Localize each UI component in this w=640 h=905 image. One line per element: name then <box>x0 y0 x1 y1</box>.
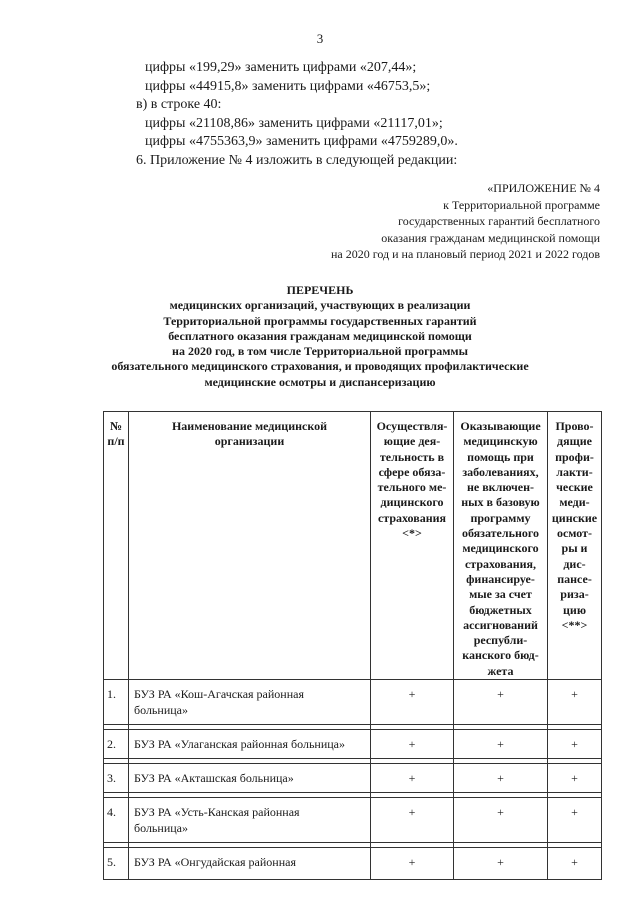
appendix-line: на 2020 год и на плановый период 2021 и 2022 годов <box>330 247 600 261</box>
table-header-row <box>104 412 602 680</box>
preventive-mark: + <box>548 730 602 759</box>
organization-name: БУЗ РА «Улаганская районная больница» <box>129 730 371 759</box>
title-line: Территориальной программы государственных гарантий <box>163 313 477 328</box>
appendix-line: «ПРИЛОЖЕНИЕ № 4 <box>487 181 600 195</box>
title-line: на 2020 год, в том числе Территориальной программы <box>172 344 468 359</box>
appendix-line: к Территориальной программе <box>443 197 600 212</box>
budget-mark: + <box>454 764 548 793</box>
budget-mark: + <box>454 848 548 880</box>
appendix-header <box>331 180 600 263</box>
title-line: медицинских организаций, участвующих в реализации <box>169 298 471 313</box>
organizations-table <box>103 411 602 880</box>
budget-mark: + <box>454 730 548 759</box>
header-oms: Осуществля- ющие дея- тельность в сфере обяза- тельного ме- дицинского страхования <*> <box>371 412 454 680</box>
preventive-mark: + <box>548 680 602 725</box>
preventive-mark: + <box>548 848 602 880</box>
budget-mark: + <box>454 680 548 725</box>
organization-name: БУЗ РА «Кош-Агачская районная больница» <box>129 680 371 725</box>
oms-mark: + <box>371 764 454 793</box>
appendix-line: государственных гарантий бесплатного <box>398 214 600 228</box>
amendment-text <box>0 59 640 171</box>
row-number: 5. <box>104 848 129 880</box>
header-preventive: Прово- дящие профи- лакти- ческие меди- цинские осмот- ры и дис- пансе- риза- цию <**> <box>548 412 602 680</box>
table-row <box>104 764 602 793</box>
amendment-line: цифры «21108,86» заменить цифрами «21117,01»; <box>145 115 443 131</box>
amendment-line: цифры «44915,8» заменить цифрами «46753,5»; <box>145 78 431 94</box>
table-row <box>104 680 602 725</box>
title-line: медицинские осмотры и диспансеризацию <box>204 374 436 389</box>
oms-mark: + <box>371 730 454 759</box>
row-number: 3. <box>104 764 129 793</box>
organization-name: БУЗ РА «Онгудайская районная <box>129 848 371 880</box>
oms-mark: + <box>371 680 454 725</box>
row-number: 4. <box>104 798 129 843</box>
table-row <box>104 848 602 880</box>
header-organization-name: Наименование медицинской организации <box>129 412 371 680</box>
title-line: обязательного медицинского страхования, и проводящих профилактические <box>111 359 529 374</box>
amendment-line: 6. Приложение № 4 изложить в следующей редакции: <box>136 152 458 168</box>
preventive-mark: + <box>548 798 602 843</box>
oms-mark: + <box>371 798 454 843</box>
title-line: бесплатного оказания гражданам медицинской помощи <box>168 328 472 343</box>
title-line: ПЕРЕЧЕНЬ <box>286 283 354 297</box>
header-number: № п/п <box>104 412 129 680</box>
budget-mark: + <box>454 798 548 843</box>
appendix-line: оказания гражданам медицинской помощи <box>381 230 600 245</box>
table-row <box>104 798 602 843</box>
oms-mark: + <box>371 848 454 880</box>
row-number: 1. <box>104 680 129 725</box>
row-number: 2. <box>104 730 129 759</box>
header-budget: Оказывающие медицинскую помощь при заболеваниях, не включен- ных в базовую программу обязательного медицинского страхования, финансируе- мые за счет бюджетных ассигнований республи- канского бюд- жета <box>454 412 548 680</box>
preventive-mark: + <box>548 764 602 793</box>
page-number: 3 <box>316 31 324 46</box>
organization-name: БУЗ РА «Акташская больница» <box>129 764 371 793</box>
document-title <box>0 283 640 390</box>
table-row <box>104 730 602 759</box>
organization-name: БУЗ РА «Усть-Канская районная больница» <box>129 798 371 843</box>
amendment-line: цифры «4755363,9» заменить цифрами «4759289,0». <box>145 134 458 150</box>
amendment-line: цифры «199,29» заменить цифрами «207,44»; <box>145 60 417 75</box>
amendment-line: в) в строке 40: <box>136 97 222 113</box>
